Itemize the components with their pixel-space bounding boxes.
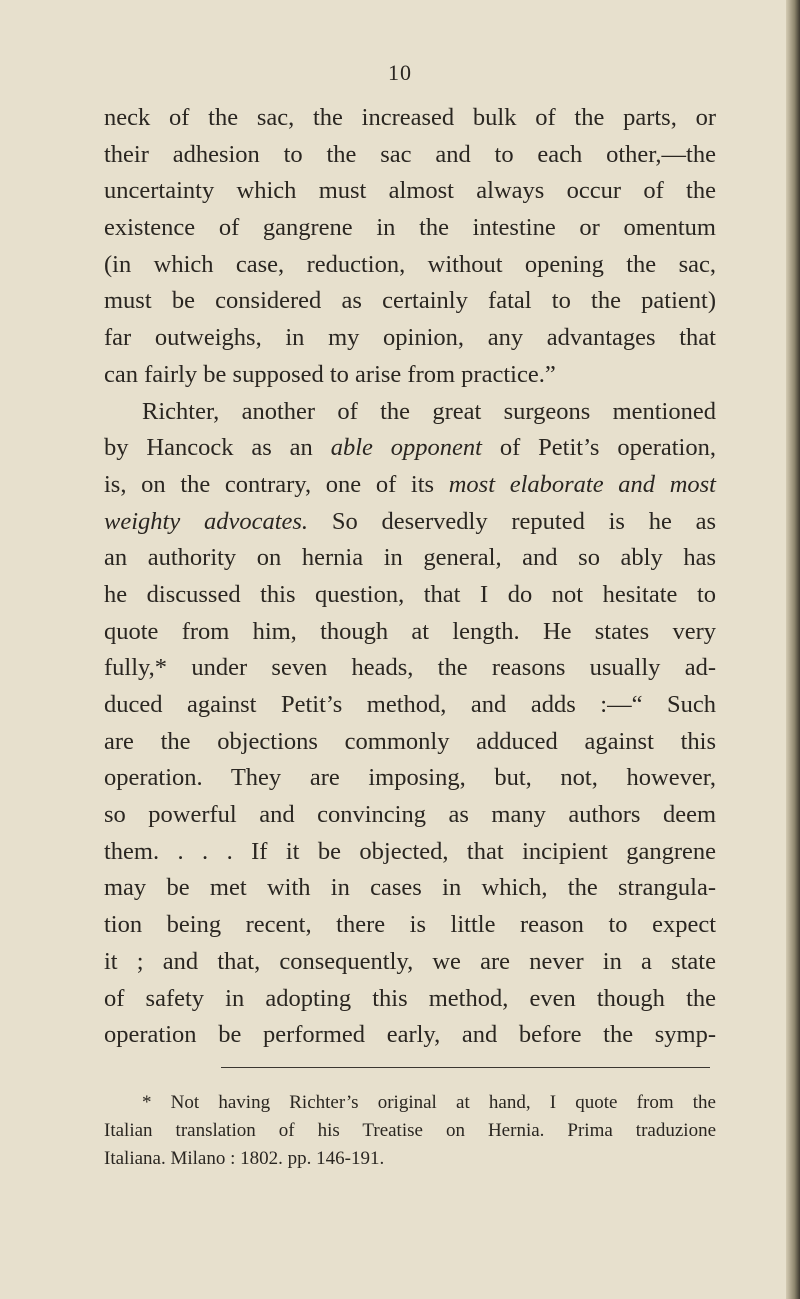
text-segment: uncertainty which must almost always occur of the (104, 177, 716, 205)
text-segment: so powerful and convincing as many authors deem (104, 801, 716, 829)
text-line (104, 210, 716, 247)
italic-text-segment: most elaborate and most (448, 470, 716, 498)
text-line (104, 944, 716, 981)
text-line (104, 137, 716, 174)
text-line (104, 100, 716, 137)
text-segment: fully,* under seven heads, the reasons usually ad- (104, 654, 716, 682)
text-segment: quote from him, though at length. He states very (104, 617, 716, 645)
footnote (104, 1089, 716, 1173)
text-segment: of safety in adopting this method, even though the (104, 984, 716, 1012)
text-segment: may be met with in cases in which, the strangula- (104, 874, 716, 902)
text-line (104, 247, 716, 284)
italic-text-segment: weighty advocates. (104, 507, 309, 535)
text-segment: it ; and that, consequently, we are never in a state (104, 947, 716, 975)
text-line (104, 430, 716, 467)
text-line (104, 760, 716, 797)
text-line (104, 981, 716, 1018)
page-edge-shadow (786, 0, 800, 1299)
footnote-line: Italian translation of his Treatise on Hernia. Prima traduzione (104, 1120, 716, 1141)
text-segment: neck of the sac, the increased bulk of the parts, or (104, 104, 716, 131)
text-segment: Richter, another of the great surgeons mentioned (142, 397, 716, 425)
text-line (104, 614, 716, 651)
text-segment: existence of gangrene in the intestine or omentum (104, 214, 716, 242)
text-segment: So deservedly reputed is he as (308, 507, 716, 535)
text-line (104, 467, 716, 504)
text-line (104, 907, 716, 944)
text-line (104, 834, 716, 871)
text-line (104, 394, 716, 431)
text-segment: operation. They are imposing, but, not, however, (104, 764, 716, 792)
text-segment: duced against Petit’s method, and adds :—“ Such (104, 691, 716, 718)
text-segment: of Petit’s operation, (481, 434, 716, 462)
page-number: 10 (388, 60, 412, 85)
text-segment: are the objections commonly adduced against this (104, 727, 716, 755)
text-line (104, 724, 716, 761)
text-segment: an authority on hernia in general, and so ably has (104, 544, 716, 572)
text-segment: by Hancock as an (104, 434, 331, 462)
text-line (104, 283, 716, 320)
text-segment: must be considered as certainly fatal to the patient) (104, 287, 716, 315)
text-segment: their adhesion to the sac and to each other,—the (104, 140, 716, 168)
text-line (104, 687, 716, 724)
text-segment: he discussed this question, that I do not hesitate to (104, 580, 716, 608)
text-line (104, 504, 716, 541)
text-line (104, 1017, 716, 1054)
italic-text-segment: able opponent (330, 434, 482, 462)
text-segment: can fairly be supposed to arise from practice.” (104, 360, 556, 388)
text-segment: operation be performed early, and before the symp- (104, 1021, 716, 1049)
text-line (104, 577, 716, 614)
footnote-separator-rule (221, 1067, 710, 1068)
text-line (104, 173, 716, 210)
text-line (104, 540, 716, 577)
text-line (104, 320, 716, 357)
text-line (104, 357, 716, 394)
text-line (104, 650, 716, 687)
text-line (104, 870, 716, 907)
text-segment: them. . . . If it be objected, that incipient gangrene (104, 837, 716, 865)
text-segment: tion being recent, there is little reason to expect (104, 911, 716, 939)
footnote-line: * Not having Richter’s original at hand, I quote from the (142, 1092, 716, 1113)
text-segment: is, on the contrary, one of its (104, 470, 449, 498)
text-segment: (in which case, reduction, without opening the sac, (104, 250, 716, 278)
body-text (104, 100, 716, 1054)
footnote-line: Italiana. Milano : 1802. pp. 146-191. (104, 1148, 385, 1169)
text-segment: far outweighs, in my opinion, any advantages that (104, 324, 716, 352)
text-line (104, 797, 716, 834)
